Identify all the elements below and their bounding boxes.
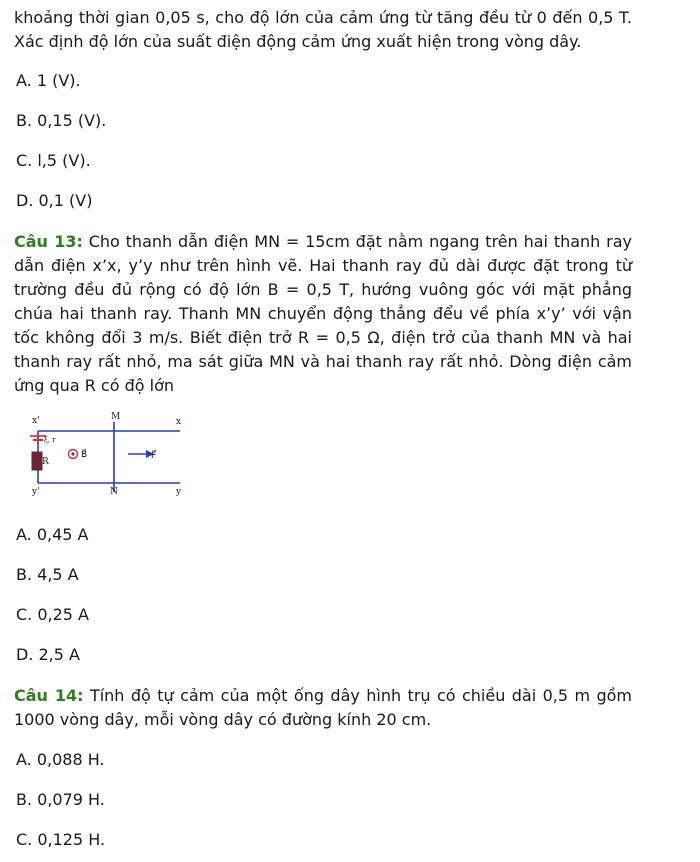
q13-question [14, 230, 632, 398]
label-n: N [110, 487, 118, 497]
q12-option-a: A. 1 (V). [16, 71, 81, 90]
field-dot [71, 452, 74, 455]
q13-figure [18, 408, 198, 504]
q14-question [14, 684, 632, 732]
q14-option-a: A. 0,088 H. [16, 750, 105, 769]
q14-text: Tính độ tự cảm của một ống dây hình trụ có chiều dài 0,5 m gồm 1000 vòng dây, mỗi vòng dây có đường kính 20 cm. [14, 686, 633, 729]
q14-option-b: B. 0,079 H. [16, 790, 105, 809]
label-y-left: y' [32, 487, 40, 497]
label-r: R [42, 457, 49, 467]
q13-label: Câu 13: [14, 232, 83, 251]
label-f: F⃗ [151, 451, 157, 461]
resistor [32, 452, 42, 470]
label-y-right: y [176, 487, 182, 497]
q12-option-c: C. l,5 (V). [16, 151, 91, 170]
label-b: B⃗ [81, 450, 88, 460]
label-x-right: x [176, 417, 182, 427]
q13-option-d: D. 2,5 A [16, 645, 80, 664]
q14-option-c: C. 0,125 H. [16, 830, 106, 849]
label-source: ξ, r [44, 436, 56, 444]
label-m: M [111, 412, 121, 422]
q13-option-b: B. 4,5 A [16, 565, 79, 584]
circuit-diagram [18, 408, 198, 504]
label-x-left: x' [32, 416, 40, 426]
q13-text: Cho thanh dẫn điện MN = 15cm đặt nằm ngang trên hai thanh ray dẫn điện x’x, y’y như trên hình vẽ. Hai thanh ray đủ dài được đặt trong từ trường đều đủ rộng có độ lớn B = 0,5 T, hướng vuông góc với mặt phẳng chúa hai thanh ray. Thanh MN chuyển động thẳng đểu về phía x’y’ với vận tốc không đổi 3 m/s. Biết điện trở R = 0,5 Ω, điện trở của thanh MN và hai thanh ray rất nhỏ, ma sát giữa MN và hai thanh ray rất nhỏ. Dòng điện cảm ứng qua R có độ lớn [14, 232, 632, 395]
q13-option-a: A. 0,45 A [16, 525, 89, 544]
q12-option-b: B. 0,15 (V). [16, 111, 107, 130]
q12-continuation: khoảng thời gian 0,05 s, cho độ lớn của cảm ứng từ tăng đều từ 0 đến 0,5 T. Xác định độ lớn của suất điện động cảm ứng xuất hiện trong vòng dây. [14, 8, 632, 51]
q12-option-d: D. 0,1 (V) [16, 191, 93, 210]
q13-option-c: C. 0,25 A [16, 605, 89, 624]
q14-label: Câu 14: [14, 686, 84, 705]
